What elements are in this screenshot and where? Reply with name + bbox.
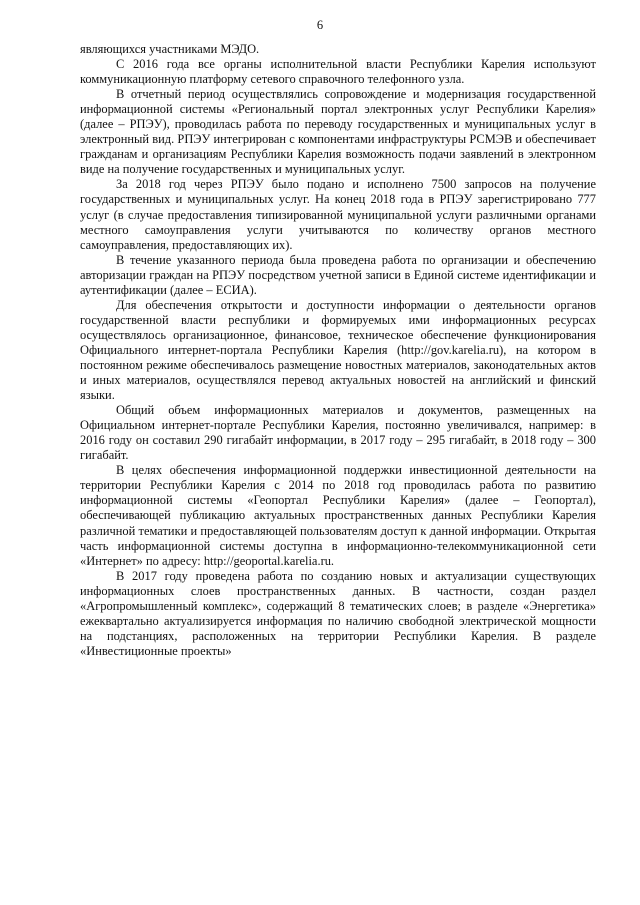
paragraph-spatial-layers: В 2017 году проведена работа по созданию новых и актуализации существующих информационных слоев пространственных данных. В частности, создан раздел «Агропромышленный комплекс», содержащий 8 тематических слоев; в разделе «Энергетика» ежеквартально актуализируется информация по наличию свободной электрической мощности на подстанциях, расположенных на территории Республики Карелия. В разделе «Инвестиционные проекты» (80, 568, 596, 658)
paragraph-portal-volume: Общий объем информационных материалов и документов, размещенных на Официальном интернет-портале Республики Карелия, постоянно увеличивался, например: в 2016 году он составил 290 гигабайт информации, в 2017 году – 295 гигабайт, в 2018 году – 300 гигабайт. (80, 403, 596, 463)
paragraph-official-portal: Для обеспечения открытости и доступности информации о деятельности органов государственной власти республики и формируемых ими информационных ресурсах осуществлялось организационное, финансовое, техническое обеспечение функционирования Официального интернет-портала Республики Карелия (http://gov.karelia.ru), на котором в постоянном режиме обеспечивалось размещение новостных материалов, законодательных актов и иных материалов, осуществлялся перевод актуальных новостей на английский и финский языки. (80, 297, 596, 403)
paragraph-continuation: являющихся участниками МЭДО. (80, 42, 260, 56)
paragraph-geoportal: В целях обеспечения информационной поддержки инвестиционной деятельности на территории Республики Карелия с 2014 по 2018 год проводилась работа по развитию информационной системы «Геопортал Республики Карелия» (далее – Геопортал), обеспечивающей публикацию актуальных пространственных данных Республики Карелия различной тематики и предоставляющей пользователям доступ к данной информации. Открытая часть информационной системы доступна в информационно-телекоммуникационной сети «Интернет» по адресу: http://geoportal.karelia.ru. (80, 463, 596, 568)
paragraph-rpeu-statistics: За 2018 год через РПЭУ было подано и исполнено 7500 запросов на получение государственных и муниципальных услуг. На конец 2018 года в РПЭУ зарегистрировано 777 услуг (в случае предоставления типизированной муниципальной услуги различными органами местного самоуправления услуги учитываются по количеству органов местного самоуправления, предоставляющих их). (80, 177, 596, 252)
page-number: 6 (316, 18, 324, 32)
paragraph-rpeu-portal: В отчетный период осуществлялись сопровождение и модернизация государственной информационной системы «Региональный портал электронных услуг Республики Карелия» (далее – РПЭУ), проводилась работа по переводу государственных и муниципальных услуг в электронный вид. РПЭУ интегрирован с компонентами инфраструктуры РСМЭВ и обеспечивает гражданам и организациям Республики Карелия возможность подачи заявлений в электронном виде на получение государственных и муниципальных услуг. (80, 87, 596, 177)
document-body (80, 42, 596, 659)
paragraph-esia-authorization: В течение указанного периода была проведена работа по организации и обеспечению авторизации граждан на РПЭУ посредством учетной записи в Единой системе идентификации и аутентификации (далее – ЕСИА). (80, 252, 596, 297)
paragraph-telephone-node: С 2016 года все органы исполнительной власти Республики Карелия используют коммуникационную платформу сетевого справочного телефонного узла. (80, 57, 596, 87)
